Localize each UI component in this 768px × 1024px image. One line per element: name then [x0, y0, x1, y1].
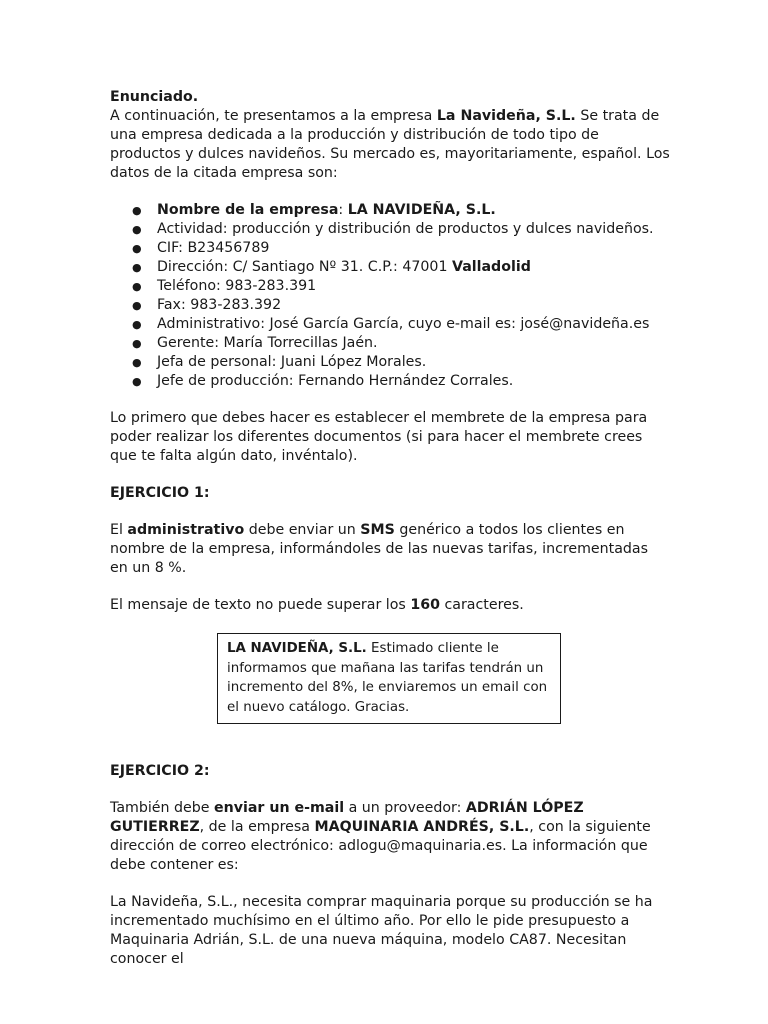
name-sep: : — [338, 202, 348, 218]
exercise-2-paragraph — [110, 799, 670, 875]
ex2-email: enviar un e-mail — [214, 800, 345, 816]
sms-message-box — [217, 633, 561, 724]
manager-text: Gerente: María Torrecillas Jaén. — [157, 335, 378, 351]
sms-body: Estimado cliente le informamos que mañana las tarifas tendrán un incremento del 8%, le enviaremos un email con el nuevo catálogo. Gracias. — [227, 641, 548, 715]
statement-title: Enunciado. — [110, 89, 199, 105]
bullet-icon: ● — [132, 261, 142, 274]
list-item-cif — [110, 239, 670, 258]
bullet-icon: ● — [132, 356, 142, 369]
ex2-company: MAQUINARIA ANDRÉS, S.L. — [314, 819, 530, 835]
ex1-role: administrativo — [127, 522, 245, 538]
exercise-1-paragraph — [110, 521, 670, 578]
ex2-text-b: a un proveedor: — [344, 800, 466, 816]
ex2-text-c: , de la empresa — [199, 819, 315, 835]
production-text: Jefe de producción: Fernando Hernández Corrales. — [157, 373, 514, 389]
list-item-address — [110, 258, 670, 277]
name-value: LA NAVIDEÑA, S.L. — [347, 202, 496, 218]
bullet-icon: ● — [132, 280, 142, 293]
bullet-icon: ● — [132, 375, 142, 388]
fax-text: Fax: 983-283.392 — [157, 297, 282, 313]
ex1-text-c: genérico a todos los clientes en nombre de la empresa, informándoles de las nuevas tarifas, incrementadas en un 8 %. — [110, 522, 649, 576]
list-item-name — [110, 201, 670, 220]
name-label: Nombre de la empresa — [157, 202, 339, 218]
list-item-production — [110, 372, 670, 391]
intro-company-name: La Navideña, S.L. — [436, 108, 576, 124]
ex1-text-a: El — [110, 522, 128, 538]
limit-text-a: El mensaje de texto no puede superar los — [110, 597, 411, 613]
ex1-text-b: debe enviar un — [244, 522, 361, 538]
bullet-icon: ● — [132, 242, 142, 255]
exercise-1-heading: EJERCICIO 1: — [110, 485, 210, 501]
sms-company: LA NAVIDEÑA, S.L. — [227, 641, 367, 656]
limit-number: 160 — [410, 597, 440, 613]
bullet-icon: ● — [132, 204, 142, 217]
admin-text: Administrativo: José García García, cuyo e-mail es: josé@navideña.es — [157, 316, 650, 332]
spacer — [110, 724, 670, 762]
list-item-phone — [110, 277, 670, 296]
document-content — [110, 88, 670, 969]
list-item-hr — [110, 353, 670, 372]
activity-text: Actividad: producción y distribución de productos y dulces navideños. — [157, 221, 654, 237]
limit-text-b: caracteres. — [439, 597, 524, 613]
address-text: Dirección: C/ Santiago Nº 31. C.P.: 47001 — [157, 259, 452, 275]
list-item-admin — [110, 315, 670, 334]
intro-paragraph — [110, 107, 670, 183]
ex2-supplier: ADRIÁN LÓPEZ GUTIERREZ — [110, 800, 584, 835]
sms-limit-paragraph — [110, 596, 670, 615]
intro-text-a: A continuación, te presentamos a la empresa — [110, 108, 437, 124]
list-item-manager — [110, 334, 670, 353]
list-item-fax — [110, 296, 670, 315]
bullet-icon: ● — [132, 223, 142, 236]
list-item-activity — [110, 220, 670, 239]
bullet-icon: ● — [132, 318, 142, 331]
ex2-text-d: , con la siguiente dirección de correo electrónico: adlogu@maquinaria.es. La información que debe contener es: — [110, 819, 651, 873]
ex1-sms: SMS — [360, 522, 395, 538]
exercise-2-body: La Navideña, S.L., necesita comprar maquinaria porque su producción se ha incrementado muchísimo en el último año. Por ello le pide presupuesto a Maquinaria Adrián, S.L. de una nueva máquina, modelo CA87. Necesitan conocer el — [110, 894, 653, 967]
hr-text: Jefa de personal: Juani López Morales. — [157, 354, 427, 370]
bullet-icon: ● — [132, 337, 142, 350]
address-city: Valladolid — [451, 259, 531, 275]
intro-text-b: Se trata de una empresa dedicada a la producción y distribución de todo tipo de productos y dulces navideños. Su mercado es, mayoritariamente, español. Los datos de la citada empresa son: — [110, 108, 670, 181]
phone-text: Teléfono: 983-283.391 — [157, 278, 317, 294]
bullet-icon: ● — [132, 299, 142, 312]
exercise-2-heading: EJERCICIO 2: — [110, 763, 210, 779]
letterhead-paragraph: Lo primero que debes hacer es establecer el membrete de la empresa para poder realizar los diferentes documentos (si para hacer el membrete crees que te falta algún dato, invéntalo). — [110, 410, 648, 464]
ex2-text-a: También debe — [110, 800, 214, 816]
cif-text: CIF: B23456789 — [157, 240, 270, 256]
company-data-list — [110, 201, 670, 391]
